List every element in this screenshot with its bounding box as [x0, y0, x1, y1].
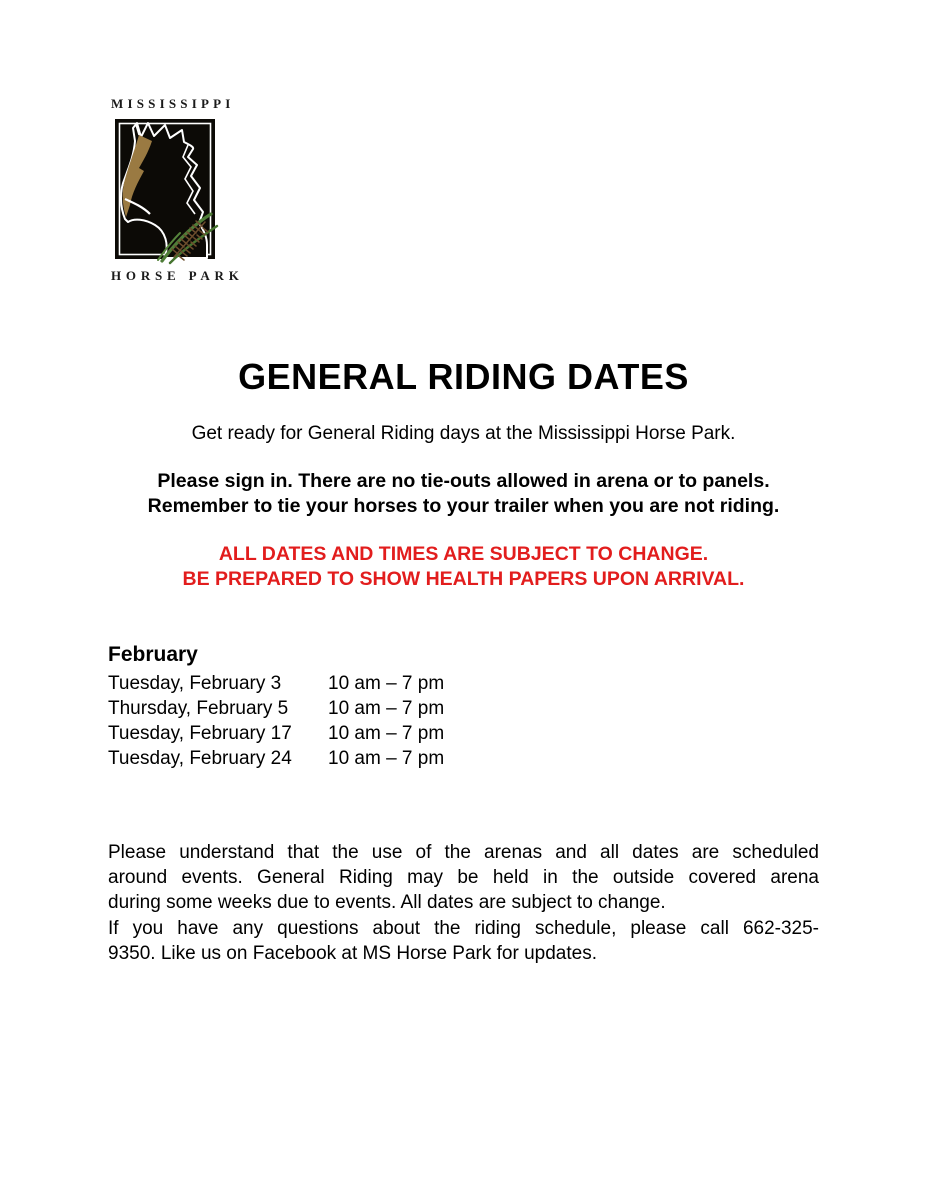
schedule-row: [108, 696, 444, 721]
notice-line-1: Please sign in. There are no tie-outs allowed in arena or to panels.: [157, 470, 770, 492]
schedule-row: [108, 746, 444, 771]
schedule-date: Tuesday, February 17: [108, 723, 292, 744]
riding-schedule: [108, 642, 444, 771]
warning-line-1: ALL DATES AND TIMES ARE SUBJECT TO CHANGE.: [218, 543, 709, 565]
logo-bottom-text: HORSE PARK: [111, 268, 244, 283]
schedule-date: Thursday, February 5: [108, 698, 289, 719]
schedule-time: 10 am – 7 pm: [328, 673, 445, 694]
schedule-time: 10 am – 7 pm: [328, 723, 445, 744]
footer-line: Please understand that the use of the arenas and all dates are scheduled: [108, 842, 819, 863]
schedule-row: [108, 721, 444, 746]
schedule-date: Tuesday, February 3: [108, 673, 282, 694]
sign-in-notice: [0, 469, 927, 518]
schedule-date: Tuesday, February 24: [108, 748, 292, 769]
warning-notice: [0, 542, 927, 591]
notice-line-2: Remember to tie your horses to your trailer when you are not riding.: [147, 494, 780, 517]
page-title: GENERAL RIDING DATES: [238, 356, 689, 397]
horse-head-icon: [112, 113, 224, 265]
horse-park-logo: [111, 96, 244, 283]
footer-line: 9350. Like us on Facebook at MS Horse Park for updates.: [108, 942, 597, 964]
footer-line: If you have any questions about the riding schedule, please call 662-325-: [108, 917, 819, 939]
schedule-time: 10 am – 7 pm: [328, 748, 445, 769]
schedule-time: 10 am – 7 pm: [328, 698, 445, 719]
footer-paragraph: [108, 840, 819, 966]
intro-text: Get ready for General Riding days at the Mississippi Horse Park.: [191, 423, 736, 444]
warning-line-2: BE PREPARED TO SHOW HEALTH PAPERS UPON ARRIVAL.: [182, 567, 745, 590]
footer-line: around events. General Riding may be held in the outside covered arena: [108, 867, 819, 889]
schedule-row: [108, 671, 444, 696]
logo-top-text: MISSISSIPPI: [111, 96, 235, 111]
month-heading: February: [108, 643, 198, 666]
footer-line: during some weeks due to events. All dates are subject to change.: [108, 892, 666, 914]
